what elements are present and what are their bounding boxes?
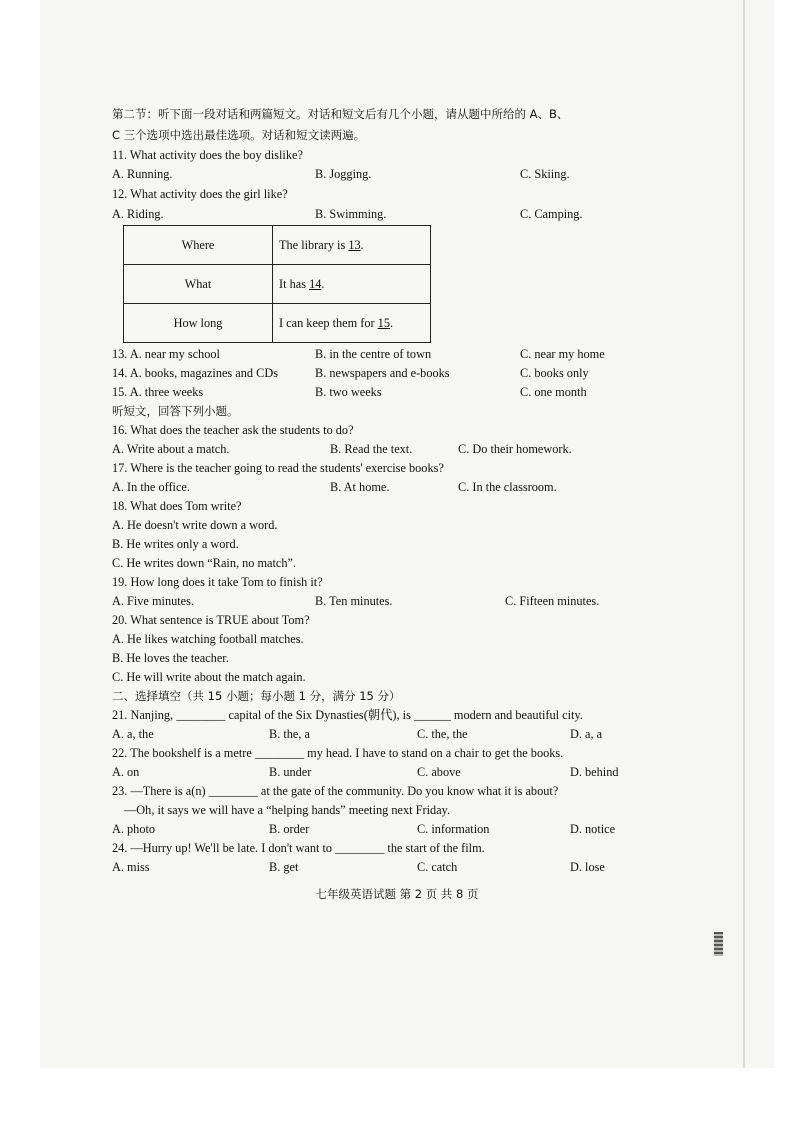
question-21: 21. Nanjing, ________ capital of the Six Dynasties(朝代), is ______ modern and beautiful city. [112,708,583,722]
option-18c: C. He writes down “Rain, no match”. [112,556,297,570]
option-b: B. in the centre of town [315,347,432,361]
option-c: C. Do their homework. [458,442,572,456]
option-a: A. Riding. [112,207,164,221]
question-17: 17. Where is the teacher going to read the students' exercise books? [112,461,444,475]
option-c: C. Fifteen minutes. [505,594,600,608]
option-c: C. above [417,765,461,779]
question-number: 12. [112,187,128,201]
page-footer: 七年级英语试题 第 2 页 共 8 页 [315,887,479,901]
answer-blank: ________ [335,841,385,855]
options-13 [112,346,672,362]
section-header-line-1: 第二节：听下面一段对话和两篇短文。对话和短文后有几个小题，请从题中所给的 A、B、 [112,107,569,121]
table-row [124,265,431,304]
table-key: What [124,265,273,304]
option-b: B. newspapers and e-books [315,366,450,380]
section-header-line-2: C 三个选项中选出最佳选项。对话和短文读两遍。 [112,128,366,142]
table-value: I can keep them for 15. [273,304,431,343]
listen-instruction: 听短文，回答下列小题。 [112,404,239,418]
option-a: A. a, the [112,727,154,741]
table-row [124,226,431,265]
options-16 [112,441,672,457]
option-d: D. behind [570,765,619,779]
blank-15: 15 [377,315,390,330]
table-key: How long [124,304,273,343]
option-a: A. photo [112,822,156,836]
options-17 [112,479,672,495]
options-22 [112,764,712,780]
answer-blank: ________ [254,746,305,760]
question-23-line-2: —Oh, it says we will have a “helping hands” meeting next Friday. [124,803,451,817]
question-23: 23. —There is a(n) ________ at the gate of the community. Do you know what it is about? [112,784,559,798]
option-b: B. order [269,822,310,836]
options-12 [112,206,672,222]
option-a: A. on [112,765,140,779]
option-b: B. At home. [330,480,390,494]
option-a: A. In the office. [112,480,190,494]
blank-13: 13 [348,237,361,252]
question-18: 18. What does Tom write? [112,499,242,513]
table-row [124,304,431,343]
option-20c: C. He will write about the match again. [112,670,306,684]
answer-blank: ________ [176,708,226,722]
question-22: 22. The bookshelf is a metre ________ my head. I have to stand on a chair to get the books. [112,746,564,760]
question-11 [112,147,303,163]
option-c: C. Camping. [520,207,583,221]
option-d: D. a, a [570,727,603,741]
option-20b: B. He loves the teacher. [112,651,229,665]
option-c: C. near my home [520,347,605,361]
option-b: B. Swimming. [315,207,387,221]
option-a: A. miss [112,860,150,874]
option-c: C. In the classroom. [458,480,557,494]
info-table [123,225,431,343]
options-19 [112,593,672,609]
question-text: What activity does the boy dislike? [129,148,303,162]
option-c: C. the, the [417,727,468,741]
option-b: B. Read the text. [330,442,413,456]
scan-edge [743,0,745,1068]
option-20a: A. He likes watching football matches. [112,632,304,646]
options-14 [112,365,672,381]
option-a: 14. A. books, magazines and CDs [112,366,278,380]
part2-header: 二、选择填空（共 15 小题；每小题 1 分，满分 15 分） [112,689,401,703]
option-c: C. Skiing. [520,167,570,181]
option-a: A. Five minutes. [112,594,194,608]
option-a: 13. A. near my school [112,347,220,361]
options-11 [112,166,672,182]
option-18a: A. He doesn't write down a word. [112,518,278,532]
option-b: B. two weeks [315,385,382,399]
option-b: B. get [269,860,299,874]
scan-binding-mark [714,932,723,956]
table-key: Where [124,226,273,265]
option-b: B. Ten minutes. [315,594,393,608]
question-number: 11. [112,148,127,162]
question-12 [112,186,288,202]
option-b: B. under [269,765,312,779]
question-24: 24. —Hurry up! We'll be late. I don't want to ________ the start of the film. [112,841,485,855]
option-c: C. books only [520,366,589,380]
question-19: 19. How long does it take Tom to finish it? [112,575,323,589]
answer-blank: ________ [208,784,258,798]
question-text: What activity does the girl like? [130,187,288,201]
answer-blank: ______ [413,708,451,722]
option-d: D. notice [570,822,616,836]
option-d: D. lose [570,860,605,874]
options-24 [112,859,712,875]
option-c: C. catch [417,860,458,874]
options-21 [112,726,712,742]
option-a: A. Running. [112,167,173,181]
option-c: C. information [417,822,490,836]
option-18b: B. He writes only a word. [112,537,239,551]
option-c: C. one month [520,385,587,399]
table-value: It has 14. [273,265,431,304]
blank-14: 14 [309,276,322,291]
option-a: 15. A. three weeks [112,385,204,399]
question-20: 20. What sentence is TRUE about Tom? [112,613,310,627]
options-23 [112,821,712,837]
option-b: B. Jogging. [315,167,372,181]
options-15 [112,384,672,400]
question-16: 16. What does the teacher ask the students to do? [112,423,354,437]
option-a: A. Write about a match. [112,442,230,456]
option-b: B. the, a [269,727,310,741]
table-value: The library is 13. [273,226,431,265]
